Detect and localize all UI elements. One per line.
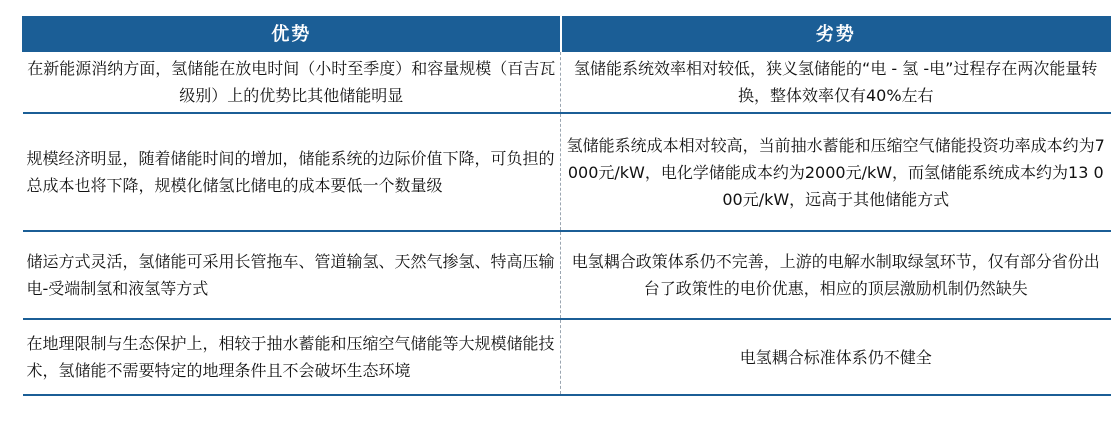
table-row	[23, 51, 1111, 113]
advantages-disadvantages-table	[22, 16, 1111, 396]
disadvantage-cell: 氢储能系统成本相对较高，当前抽水蓄能和压缩空气储能投资功率成本约为7000元/kW，电化学储能成本约为2000元/kW，而氢储能系统成本约为13 000元/kW，远高于其他储能方式	[561, 113, 1111, 231]
table-row	[23, 319, 1111, 395]
advantage-cell: 在地理限制与生态保护上，相较于抽水蓄能和压缩空气储能等大规模储能技术，氢储能不需要特定的地理条件且不会破坏生态环境	[23, 319, 561, 395]
disadvantages-header: 劣势	[561, 16, 1111, 51]
table-row	[23, 113, 1111, 231]
disadvantage-cell: 电氢耦合政策体系仍不完善，上游的电解水制取绿氢环节，仅有部分省份出台了政策性的电价优惠，相应的顶层激励机制仍然缺失	[561, 231, 1111, 319]
table-row	[23, 231, 1111, 319]
disadvantage-cell: 电氢耦合标准体系仍不健全	[561, 319, 1111, 395]
advantages-header: 优势	[23, 16, 561, 51]
disadvantage-cell: 氢储能系统效率相对较低，狭义氢储能的“电 - 氢 -电”过程存在两次能量转换，整体效率仅有40%左右	[561, 51, 1111, 113]
advantage-cell: 储运方式灵活，氢储能可采用长管拖车、管道输氢、天然气掺氢、特高压输电-受端制氢和液氢等方式	[23, 231, 561, 319]
table-header-row	[23, 16, 1111, 51]
advantage-cell: 在新能源消纳方面，氢储能在放电时间（小时至季度）和容量规模（百吉瓦级别）上的优势比其他储能明显	[23, 51, 561, 113]
advantage-cell: 规模经济明显，随着储能时间的增加，储能系统的边际价值下降，可负担的总成本也将下降，规模化储氢比储电的成本要低一个数量级	[23, 113, 561, 231]
comparison-table-container	[22, 16, 1110, 396]
